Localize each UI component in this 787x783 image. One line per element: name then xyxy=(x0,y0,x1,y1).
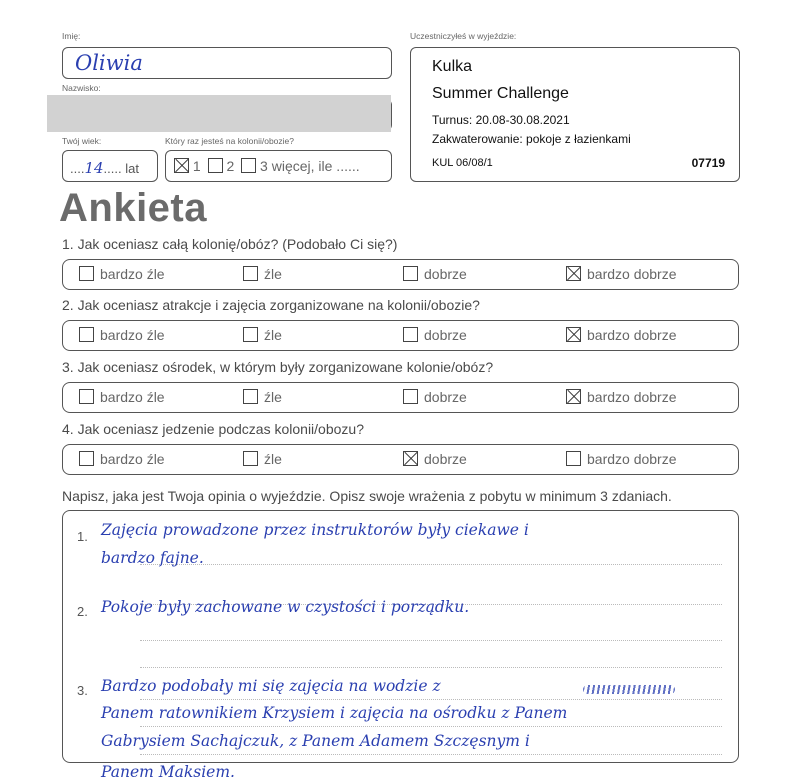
checkbox[interactable] xyxy=(79,327,94,342)
checkbox[interactable] xyxy=(403,451,418,466)
checkbox[interactable] xyxy=(403,327,418,342)
option-label: źle xyxy=(264,327,282,343)
age-label: Twój wiek: xyxy=(62,136,102,146)
opinion-2-line-1: Pokoje były zachowane w czystości i porządku. xyxy=(101,598,470,616)
age-suffix: ..... lat xyxy=(103,161,139,176)
age-field[interactable] xyxy=(62,150,158,182)
checkbox[interactable] xyxy=(403,266,418,281)
name-value: Oliwia xyxy=(75,51,143,75)
opinion-3-line-1: Bardzo podobały mi się zajęcia na wodzie z xyxy=(101,677,441,695)
question-number: 4. xyxy=(62,421,74,437)
redaction-bar xyxy=(47,95,391,132)
question-2-option-3[interactable] xyxy=(403,327,467,343)
opinion-3-line-3: Gabrysiem Sachajczuk, z Panem Adamem Szczęsnym i xyxy=(101,732,530,750)
option-label: bardzo źle xyxy=(100,389,165,405)
option-label: bardzo dobrze xyxy=(587,389,677,405)
checkbox[interactable] xyxy=(566,451,581,466)
opinion-1-line-2: bardzo fajne. xyxy=(101,549,204,567)
question-1-option-3[interactable] xyxy=(403,266,467,282)
opinion-number-3: 3. xyxy=(77,683,88,698)
times-option-1: 1 xyxy=(192,158,201,174)
times-checkbox-2[interactable] xyxy=(208,158,223,173)
scribble-mark xyxy=(583,685,675,694)
trip-box xyxy=(410,47,740,182)
question-1-option-2[interactable] xyxy=(243,266,282,282)
opinion-3-line-2: Panem ratownikiem Krzysiem i zajęcia na ośrodku z Panem xyxy=(101,704,568,722)
question-4-option-4[interactable] xyxy=(566,451,677,467)
question-number: 3. xyxy=(62,359,74,375)
option-label: źle xyxy=(264,451,282,467)
question-1-option-1[interactable] xyxy=(79,266,165,282)
option-label: dobrze xyxy=(424,266,467,282)
name-label: Imię: xyxy=(62,31,81,41)
age-prefix: .... xyxy=(70,161,85,176)
option-label: źle xyxy=(264,266,282,282)
times-checkbox-1[interactable] xyxy=(174,158,189,173)
page-title: Ankieta xyxy=(59,186,207,230)
question-4-option-3[interactable] xyxy=(403,451,467,467)
opinion-prompt: Napisz, jaka jest Twoja opinia o wyjeździe. Opisz swoje wrażenia z pobytu w minimum 3 zdaniach. xyxy=(62,488,672,504)
question-4-options xyxy=(62,444,739,475)
checkbox[interactable] xyxy=(566,266,581,281)
option-label: bardzo dobrze xyxy=(587,327,677,343)
question-4-option-2[interactable] xyxy=(243,451,282,467)
question-3-option-2[interactable] xyxy=(243,389,282,405)
checkbox[interactable] xyxy=(243,451,258,466)
question-3-option-3[interactable] xyxy=(403,389,467,405)
question-1-option-4[interactable] xyxy=(566,266,677,282)
trip-name-2: Summer Challenge xyxy=(432,85,569,102)
trip-label: Uczestniczyłeś w wyjeździe: xyxy=(410,31,517,41)
times-label: Który raz jesteś na kolonii/obozie? xyxy=(165,136,294,146)
question-2-option-1[interactable] xyxy=(79,327,165,343)
question-text: Jak oceniasz ośrodek, w którym były zorganizowane kolonie/obóz? xyxy=(77,359,494,375)
checkbox[interactable] xyxy=(403,389,418,404)
option-label: dobrze xyxy=(424,451,467,467)
checkbox[interactable] xyxy=(243,266,258,281)
surname-label: Nazwisko: xyxy=(62,83,101,93)
checkbox[interactable] xyxy=(243,327,258,342)
option-label: bardzo źle xyxy=(100,327,165,343)
opinion-number-2: 2. xyxy=(77,604,88,619)
trip-turnus: Turnus: 20.08-30.08.2021 xyxy=(432,113,570,127)
checkbox[interactable] xyxy=(566,327,581,342)
option-label: bardzo źle xyxy=(100,451,165,467)
question-3-option-4[interactable] xyxy=(566,389,677,405)
question-3-label xyxy=(62,359,493,375)
checkbox[interactable] xyxy=(79,389,94,404)
times-field[interactable] xyxy=(165,150,392,182)
times-checkbox-3[interactable] xyxy=(241,158,256,173)
question-text: Jak oceniasz jedzenie podczas kolonii/obozu? xyxy=(77,421,364,437)
age-value: 14 xyxy=(84,159,104,177)
opinion-3-line-4: Panem Maksiem. xyxy=(101,763,235,781)
question-text: Jak oceniasz atrakcje i zajęcia zorganizowane na kolonii/obozie? xyxy=(77,297,480,313)
question-2-option-2[interactable] xyxy=(243,327,282,343)
question-4-option-1[interactable] xyxy=(79,451,165,467)
question-2-options xyxy=(62,320,739,351)
question-3-option-1[interactable] xyxy=(79,389,165,405)
question-4-label xyxy=(62,421,364,437)
times-option-2: 2 xyxy=(226,158,235,174)
times-option-3: 3 więcej, ile ...... xyxy=(260,158,360,174)
checkbox[interactable] xyxy=(566,389,581,404)
question-3-options xyxy=(62,382,739,413)
option-label: dobrze xyxy=(424,327,467,343)
question-2-option-4[interactable] xyxy=(566,327,677,343)
option-label: dobrze xyxy=(424,389,467,405)
option-label: bardzo dobrze xyxy=(587,266,677,282)
question-number: 1. xyxy=(62,236,74,252)
question-1-label xyxy=(62,236,397,252)
question-text: Jak oceniasz całą kolonię/obóz? (Podobało Ci się?) xyxy=(77,236,398,252)
name-field[interactable] xyxy=(62,47,392,79)
trip-accommodation: Zakwaterowanie: pokoje z łazienkami xyxy=(432,132,631,146)
question-2-label xyxy=(62,297,480,313)
trip-number: 07719 xyxy=(691,156,725,170)
option-label: źle xyxy=(264,389,282,405)
checkbox[interactable] xyxy=(79,451,94,466)
opinion-1-line-1: Zajęcia prowadzone przez instruktorów były ciekawe i xyxy=(101,521,529,539)
option-label: bardzo dobrze xyxy=(587,451,677,467)
opinion-number-1: 1. xyxy=(77,529,88,544)
trip-name-1: Kulka xyxy=(432,58,473,75)
question-1-options xyxy=(62,259,739,290)
question-number: 2. xyxy=(62,297,74,313)
option-label: bardzo źle xyxy=(100,266,165,282)
opinion-box[interactable] xyxy=(62,510,739,781)
trip-code: KUL 06/08/1 xyxy=(432,157,493,169)
checkbox[interactable] xyxy=(79,266,94,281)
checkbox[interactable] xyxy=(243,389,258,404)
